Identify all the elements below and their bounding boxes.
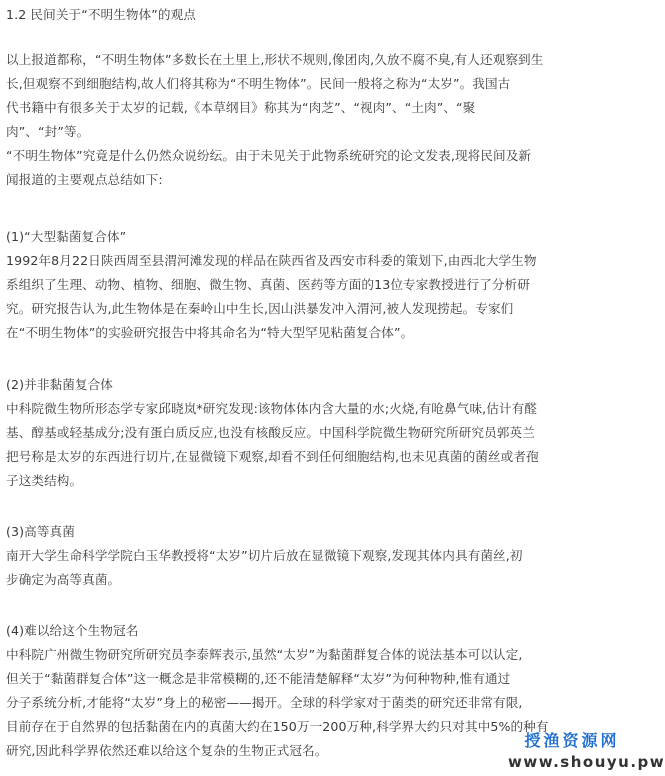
- viewpoint-line: 系组织了生理、动物、植物、细胞、微生物、真菌、医药等方面的13位专家教授进行了分析研: [6, 277, 530, 292]
- viewpoint-heading: (3)高等真菌: [6, 524, 75, 539]
- viewpoint-line: 中科院微生物所形态学专家邱晓岚*研究发现:该物体体内含大量的水;火烧,有呛鼻气味,估计有醛: [6, 401, 538, 416]
- viewpoint-line: 子这类结构。: [6, 473, 83, 488]
- viewpoint-line: 分子系统分析,才能将“太岁”身上的秘密——揭开。全球的科学家对于菌类的研究还非常有限,: [6, 695, 523, 710]
- viewpoint-line: 但关于“黏菌群复合体”这一概念是非常模糊的,还不能清楚解释“太岁”为何种物种,惟有通过: [6, 671, 511, 686]
- intro-line: 代书籍中有很多关于太岁的记载,《本草纲目》称其为“肉芝”、“视肉”、“土肉”、“聚: [6, 100, 476, 115]
- viewpoint-line: 研究,因此科学界依然还难以给这个复杂的生物正式冠名。: [6, 743, 328, 758]
- viewpoint-line: 中科院广州微生物研究所研究员李泰辉表示,虽然“太岁”为黏菌群复合体的说法基本可以认定,: [6, 647, 523, 662]
- intro-line: 长,但观察不到细胞结构,故人们将其称为“不明生物体”。民间一般将之称为“太岁”。我国古: [6, 76, 511, 91]
- viewpoint-line: 1992年8月22日陕西周至县渭河滩发现的样品在陕西省及西安市科委的策划下,由西北大学生物: [6, 253, 537, 268]
- viewpoint-line: 目前存在于自然界的包括黏菌在内的真菌大约在150万一200万种,科学界大约只对其中5%的种有: [6, 719, 549, 734]
- intro-line: 以上报道都称，“不明生物体”多数长在土里上,形状不规则,像团肉,久放不腐不臭,有人还观察到生: [6, 52, 544, 67]
- viewpoint-line: 在“不明生物体”的实验研究报告中将其命名为“特大型罕见粘菌复合体”。: [6, 325, 414, 340]
- section-heading: 1.2 民间关于“不明生物体”的观点: [6, 7, 197, 22]
- watermark-site-name: 授渔资源网: [524, 731, 620, 750]
- viewpoint-line: 步确定为高等真菌。: [6, 572, 121, 587]
- viewpoint-line: 基、醇基或轻基成分;没有蛋白质反应,也没有核酸反应。中国科学院微生物研究所研究员郭英兰: [6, 425, 535, 440]
- intro-line: 闻报道的主要观点总结如下:: [6, 172, 163, 187]
- viewpoint-line: 把号称是太岁的东西进行切片,在显微镜下观察,却看不到任何细胞结构,也未见真菌的菌丝或者孢: [6, 449, 539, 464]
- intro-line: 肉”、“封”等。: [6, 124, 90, 139]
- viewpoint-heading: (1)“大型黏菌复合体”: [6, 229, 127, 244]
- intro-line: “不明生物体”究竟是什么仍然众说纷纭。由于未见关于此物系统研究的论文发表,现将民间及新: [6, 148, 532, 163]
- site-watermark: [508, 730, 665, 774]
- viewpoint-line: 南开大学生命科学学院白玉华教授将“太岁”切片后放在显微镜下观察,发现其体内具有菌丝,初: [6, 548, 523, 563]
- viewpoint-line: 究。研究报告认为,此生物体是在秦岭山中生长,因山洪暴发冲入渭河,被人发现捞起。专家们: [6, 301, 514, 316]
- viewpoint-heading: (4)难以给这个生物冠名: [6, 623, 139, 638]
- watermark-url: www.shouyu.pw: [508, 753, 665, 771]
- viewpoint-heading: (2)并非黏菌复合体: [6, 377, 113, 392]
